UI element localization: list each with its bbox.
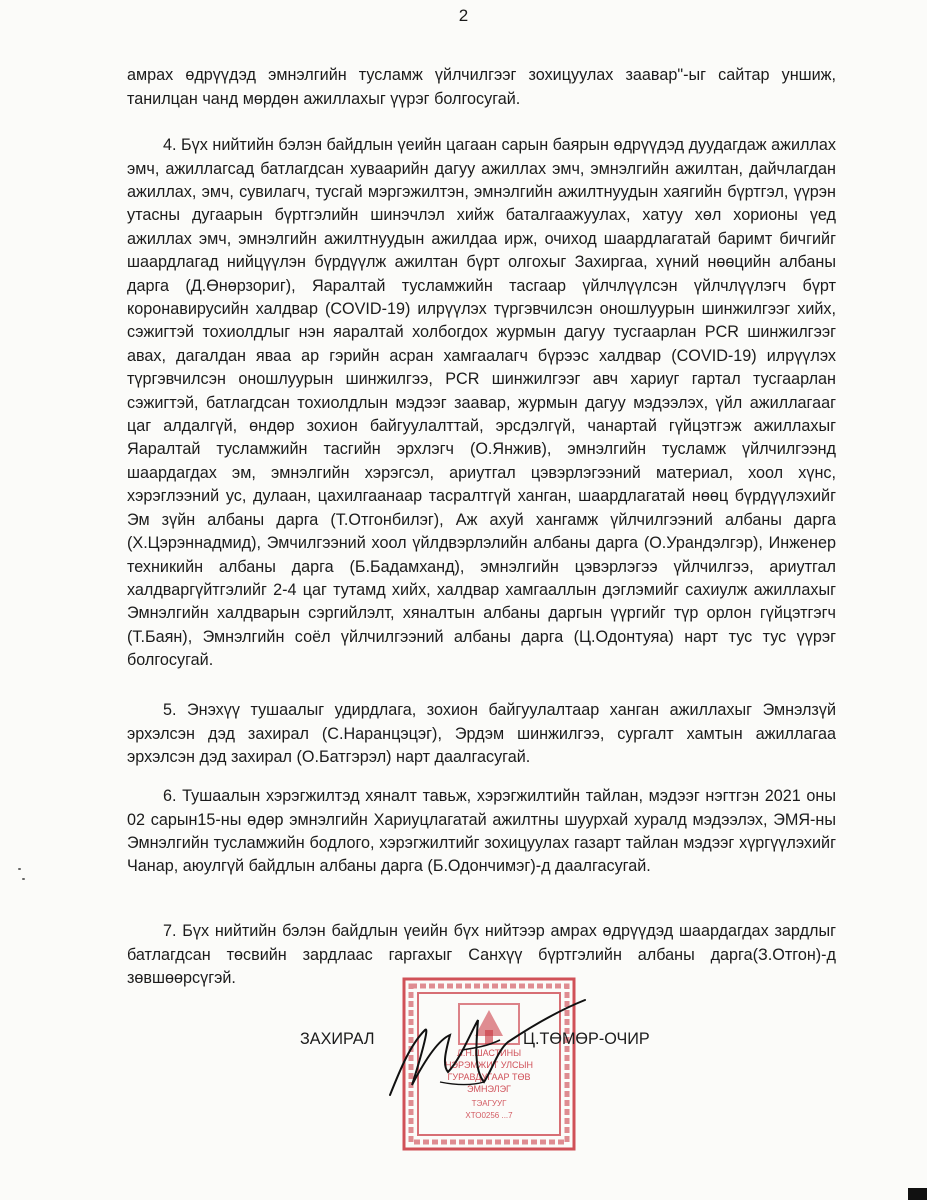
paragraph-5: 5. Энэхүү тушаалыг удирдлага, зохион байгуулалтаар ханган ажиллахыг Эмнэлзүй эрхэлсэн дэд захирал (С.Наранцэцэг), Эрдэм шинжилгээ, сургалт хамтын ажиллагаа эрхэлсэн дэд захирал (О.Батгэрэл) нарт даалгасугай. — [127, 701, 836, 766]
signature-block — [300, 1030, 680, 1054]
stamp-line-3: ГУРАВДУГААР ТӨВ — [447, 1072, 531, 1082]
stamp-line-5: ТЭАГУУГ — [471, 1099, 507, 1108]
stamp-line-4: ЭМНЭЛЭГ — [467, 1084, 511, 1094]
paragraph-6: 6. Тушаалын хэрэгжилтэд хяналт тавьж, хэрэгжилтийн тайлан, мэдээг нэгтгэн 2021 оны 02 сарын15-ны өдөр эмнэлгийн Хариуцлагатай ажилтны шуурхай хуралд мэдээлэх, ЭМЯ-ны Эмнэлгийн тусламжийн бодлого, хэрэгжилтийг зохицуулах газарт тайлан мэдээг хүргүүлэхийг Чанар, аюулгүй байдлын албаны дарга (Б.Одончимэг)-д даалгасугай. — [127, 787, 836, 876]
stamp-line-6: ХТО0256 ...7 — [465, 1111, 513, 1120]
stamp-line-1: Л.Н.ШАСТИНЫ — [456, 1048, 522, 1058]
paragraph-continuation: амрах өдрүүдэд эмнэлгийн тусламж үйлчилгээг зохицуулах заавар"-ыг сайтар уншиж, танилцан чанд мөрдөн ажиллахыг үүрэг болгосугай. — [127, 66, 836, 108]
page-number: 2 — [458, 6, 469, 25]
scan-speck — [22, 878, 25, 880]
scan-speck — [18, 868, 21, 870]
scan-edge-mark — [908, 1188, 927, 1200]
signer-title: ЗАХИРАЛ — [300, 1030, 375, 1048]
paragraph-7: 7. Бүх нийтийн бэлэн байдлын үеийн бүх нийтээр амрах өдрүүдэд шаардагдах зардлыг батлагдсан төсвийн зардлаас гаргахыг Санхүү бүртгэлийн албаны дарга(З.Отгон)-д зөвшөөрсүгэй. — [127, 922, 836, 987]
signer-name: Ц.ТӨМӨР-ОЧИР — [523, 1030, 650, 1048]
paragraph-4: 4. Бүх нийтийн бэлэн байдлын үеийн цагаан сарын баярын өдрүүдэд дуудагдаж ажиллах эмч, ажиллагсад батлагдсан хуваарийн дагуу ажиллах эмч, эмнэлгийн ажилтан, дайчлагдан ажиллах, эмч, сувилагч, тусгай мэргэжилтэн, эмнэлгийн ажилтнуудын хаягийн бүртгэл, үүрэн утасны дугаарын бүртгэлийн шинэчлэл хийж баталгаажуулах, хатуу хөл хорионы үед ажиллах эмч, эмнэлгийн ажилтнуудын ажилдаа ирж, очиход шаардлагатай баримт бичгийг шаардлагад нийцүүлэн бүрдүүлж ажилтан бүрт олгохыг Захиргаа, хүний нөөцийн албаны дарга (Д.Өнөрзориг), Яаралтай тусламжийн тасгаар үйлчлүүлсэн үйлчлүүлэгч бүрт коронавирусийн халдвар (COVID-19) илрүүлэх түргэвчилсэн оношлуурын шинжилгээг хийх, сэжигтэй тохиолдлыг нэн яаралтай холбогдох журмын дагуу тусгаарлан PCR шинжилгээг авах, дагалдан яваа ар гэрийн асран хамгаалагч бүрээс халдвар (COVID-19) илрүүлэх түргэвчилсэн оношлуурын шинжилгээ, PCR шинжилгээг авч хариуг гартал тусгаарлан сэжигтэй, батлагдсан тохиолдлын мэдээг заавар, журмын дагуу мэдээлэх, үйл ажиллагааг цаг алдалгүй, өндөр зохион байгуулалттай, эрсдэлгүй, чанартай гүйцэтгэж ажиллахыг Яаралтай тусламжийн тасгийн эрхлэгч (О.Янжив), эмнэлгийн тусламж үйлчилгээнд шаардагдах эм, эмнэлгийн хэрэгсэл, ариутгал цэвэрлэгээний материал, хоол хүнс, хэрэглээний ус, дулаан, цахилгаанаар тасралтгүй ханган, шаардлагатай нөөц бүрдүүлэхийг Эм зүйн албаны дарга (Т.Отгонбилэг), Аж ахуй хангамж үйлчилгээний албаны дарга (Х.Цэрэннадмид), Эмчилгээний хоол үйлдвэрлэлийн албаны дарга (О.Урандэлгэр), Инженер техникийн албаны дарга (Б.Бадамханд), эмнэлгийн цэвэрлэгээ үйлчилгээ, ариутгал халдваргүйтгэлийг 2-4 цаг тутамд хийх, халдвар хамгааллын дэглэмийг сахиулж ажиллахыг Эмнэлгийн халдварын сэргийлэлт, хяналтын албаны даргын үүргийг түр орлон гүйцэтгэгч (Т.Баян), Эмнэлгийн соёл үйлчилгээний албаны дарга (Ц.Одонтуяа) нарт тус тус үүрэг болгосугай. — [127, 136, 836, 670]
stamp-line-2: НЭРЭМЖИТ УЛСЫН — [444, 1060, 534, 1070]
